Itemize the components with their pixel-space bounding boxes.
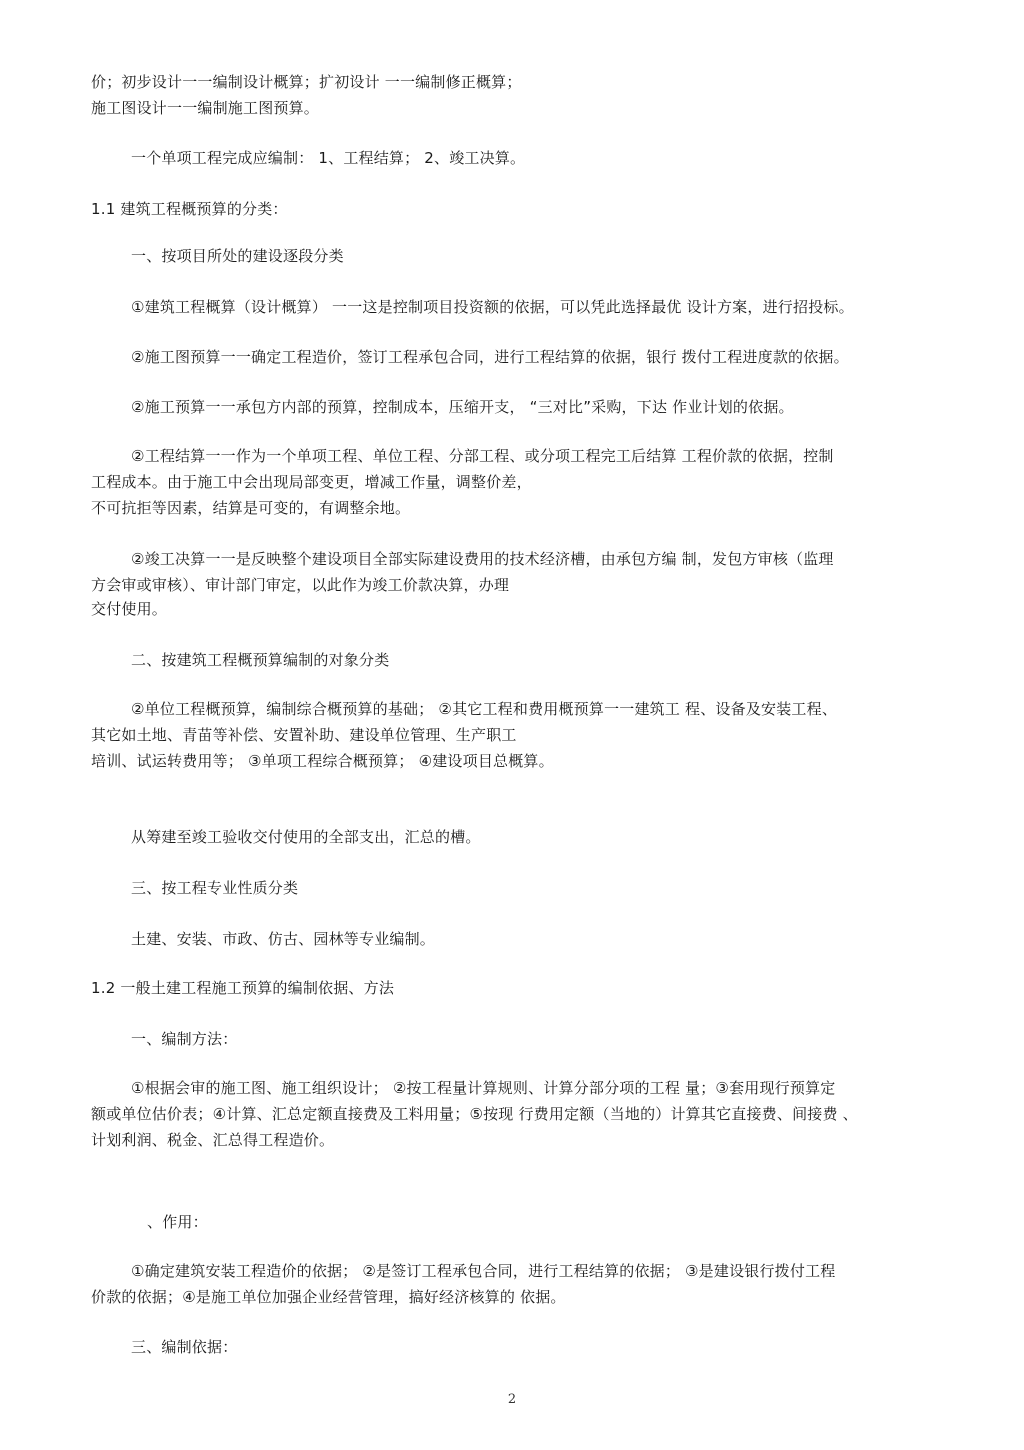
text-line: ①确定建筑安装工程造价的依据； ②是签订工程承包合同，进行工程结算的依据； ③是建设银行拨付工程 bbox=[131, 1262, 836, 1280]
text-line: ②竣工决算一一是反映整个建设项目全部实际建设费用的技术经济槽，由承包方编 制，发包方审核（监理 bbox=[131, 550, 834, 568]
subsection-heading: 、作用： bbox=[147, 1213, 208, 1231]
text-line: ②施工预算一一承包方内部的预算，控制成本，压缩开支， “三对比”采购，下达 作业计划的依据。 bbox=[131, 398, 794, 416]
subsection-heading: 三、编制依据： bbox=[131, 1338, 238, 1356]
subsection-heading: 二、按建筑工程概预算编制的对象分类 bbox=[131, 651, 390, 669]
text-line: 交付使用。 bbox=[91, 600, 168, 618]
text-line: 不可抗拒等因素，结算是可变的，有调整余地。 bbox=[91, 499, 411, 517]
subsection-heading: 一、按项目所处的建设逐段分类 bbox=[131, 247, 344, 265]
text-line: 土建、安装、市政、仿古、园林等专业编制。 bbox=[131, 930, 436, 948]
text-line: 计划利润、税金、汇总得工程造价。 bbox=[91, 1131, 335, 1149]
text-line: 施工图设计一一编制施工图预算。 bbox=[91, 99, 320, 117]
text-line: 工程成本。由于施工中会出现局部变更，增减工作量，调整价差， bbox=[91, 473, 532, 491]
text-line: 价；初步设计一一编制设计概算；扩初设计 一一编制修正概算； bbox=[91, 73, 522, 91]
text-line: ②施工图预算一一确定工程造价，签订工程承包合同，进行工程结算的依据，银行 拨付工程进度款的依据。 bbox=[131, 348, 849, 366]
subsection-heading: 三、按工程专业性质分类 bbox=[131, 879, 299, 897]
text-line: 额或单位估价表；④计算、汇总定额直接费及工料用量；⑤按现 行费用定额（当地的）计算其它直接费、间接费 、 bbox=[91, 1105, 858, 1123]
text-line: 其它如土地、青苗等补偿、安置补助、建设单位管理、生产职工 bbox=[91, 726, 517, 744]
text-line: 价款的依据；④是施工单位加强企业经营管理，搞好经济核算的 依据。 bbox=[91, 1288, 566, 1306]
text-line: ②单位工程概预算，编制综合概预算的基础； ②其它工程和费用概预算一一建筑工 程、设备及安装工程、 bbox=[131, 700, 838, 718]
text-line: 一个单项工程完成应编制： 1、工程结算； 2、竣工决算。 bbox=[131, 149, 526, 167]
text-line: 方会审或审核）、审计部门审定，以此作为竣工价款决算，办理 bbox=[91, 576, 510, 594]
section-heading: 1.2 一般土建工程施工预算的编制依据、方法 bbox=[91, 979, 395, 997]
text-line: ①建筑工程概算（设计概算） 一一这是控制项目投资额的依据，可以凭此选择最优 设计方案，进行招投标。 bbox=[131, 298, 854, 316]
section-heading: 1.1 建筑工程概预算的分类： bbox=[91, 200, 288, 218]
text-line: ②工程结算一一作为一个单项工程、单位工程、分部工程、或分项工程完工后结算 工程价款的依据，控制 bbox=[131, 447, 834, 465]
text-line: 从筹建至竣工验收交付使用的全部支出，汇总的槽。 bbox=[131, 828, 481, 846]
text-line: ①根据会审的施工图、施工组织设计； ②按工程量计算规则、计算分部分项的工程 量；③套用现行预算定 bbox=[131, 1079, 836, 1097]
subsection-heading: 一、编制方法： bbox=[131, 1030, 238, 1048]
text-line: 培训、试运转费用等； ③单项工程综合概预算； ④建设项目总概算。 bbox=[91, 752, 554, 770]
page-number: 2 bbox=[507, 1392, 517, 1407]
